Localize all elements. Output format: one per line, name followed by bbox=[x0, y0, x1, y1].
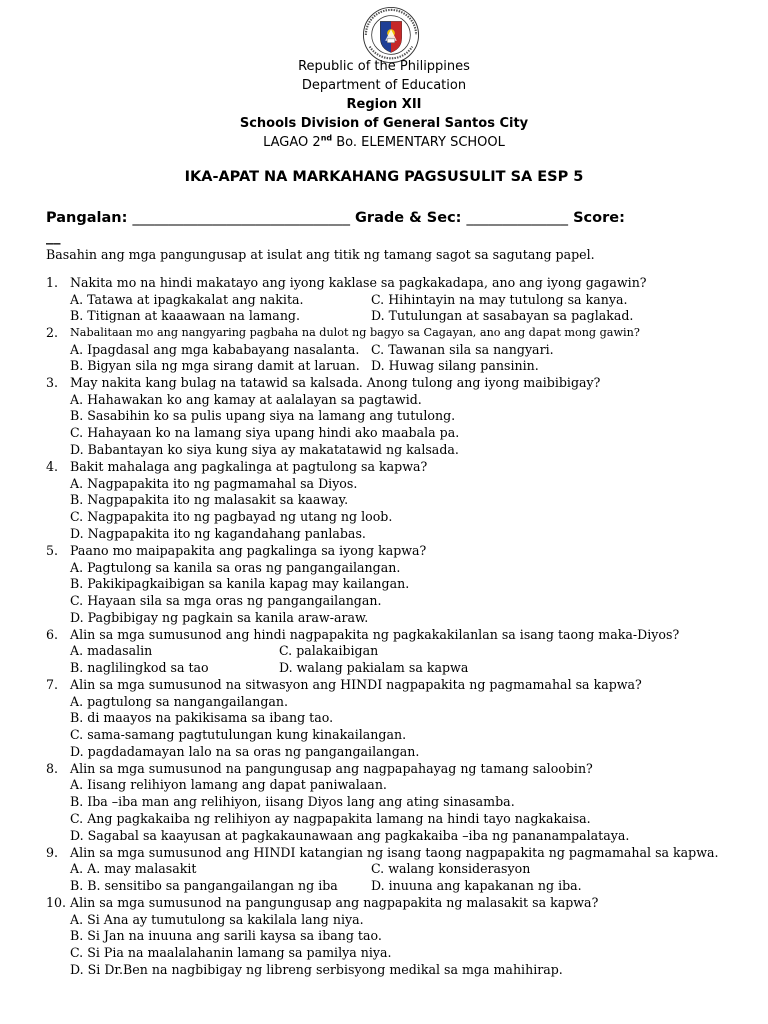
choice: A. Hahawakan ko ang kamay at aalalayan sa pagtawid. bbox=[70, 392, 422, 407]
choice: B. Si Jan na inuuna ang sarili kaysa sa ibang tao. bbox=[70, 928, 382, 943]
exam-title: IKA-APAT NA MARKAHANG PAGSUSULIT SA ESP 5 bbox=[184, 169, 584, 185]
choice: A. pagtulong sa nangangailangan. bbox=[70, 694, 289, 709]
choice: C. sama-samang pagtutulungan kung kinakailangan. bbox=[70, 727, 407, 742]
choice: C. palakaibigan bbox=[279, 643, 379, 658]
choice: C. Ang pagkakaiba ng relihiyon ay nagpapakita lamang na hindi tayo nagkakaisa. bbox=[70, 811, 591, 826]
choice: A. Pagtulong sa kanila sa oras ng pangangailangan. bbox=[70, 560, 401, 575]
instructions: Basahin ang mga pangungusap at isulat ang titik ng tamang sagot sa sagutang papel. bbox=[46, 247, 595, 262]
choice: C. Si Pia na maalalahanin lamang sa pamilya niya. bbox=[70, 945, 392, 960]
choice: D. Nagpapakita ito ng kagandahang panlabas. bbox=[70, 526, 366, 541]
choice: A. Iisang relihiyon lamang ang dapat paniwalaan. bbox=[70, 777, 387, 792]
deped-seal-logo bbox=[362, 6, 420, 64]
question-text: May nakita kang bulag na tatawid sa kalsada. Anong tulong ang iyong maibibigay? bbox=[70, 375, 601, 390]
choice: D. Pagbibigay ng pagkain sa kanila araw-araw. bbox=[70, 610, 369, 625]
choice: D. Sagabal sa kaayusan at pagkakaunawaan ang pagkakaiba –iba ng pananampalataya. bbox=[70, 828, 630, 843]
letterhead bbox=[0, 57, 768, 152]
choice: C. Hayaan sila sa mga oras ng pangangailangan. bbox=[70, 593, 382, 608]
question-number: 4. bbox=[46, 459, 59, 474]
choice: B. Iba –iba man ang relihiyon, iisang Diyos lang ang ating sinasamba. bbox=[70, 794, 515, 809]
question-number: 8. bbox=[46, 761, 59, 776]
question-text: Alin sa mga sumusunod ang hindi nagpapakita ng pagkakakilanlan sa isang taong maka-Diyos? bbox=[70, 627, 680, 642]
choice: A. Nagpapakita ito ng pagmamahal sa Diyos. bbox=[70, 476, 358, 491]
question-number: 9. bbox=[46, 845, 59, 860]
choice: C. walang konsiderasyon bbox=[371, 861, 531, 876]
student-info-line bbox=[46, 209, 716, 227]
score-label: Score: bbox=[573, 210, 625, 226]
question-text: Paano mo maipapakita ang pagkalinga sa iyong kapwa? bbox=[70, 543, 427, 558]
choice: D. Si Dr.Ben na nagbibigay ng libreng serbisyong medikal sa mga mahihirap. bbox=[70, 962, 563, 977]
grade-label: Grade & Sec: bbox=[355, 210, 462, 226]
choice: B. naglilingkod sa tao bbox=[70, 660, 209, 675]
question-number: 2. bbox=[46, 325, 59, 340]
division-line: Schools Division of General Santos City bbox=[239, 116, 529, 131]
choice: D. pagdadamayan lalo na sa oras ng pangangailangan. bbox=[70, 744, 420, 759]
choice: B. Titignan at kaaawaan na lamang. bbox=[70, 308, 300, 323]
question-number: 1. bbox=[46, 275, 59, 290]
score-blank: __ bbox=[46, 229, 61, 245]
choice: C. Hahayaan ko na lamang siya upang hindi ako maabala pa. bbox=[70, 425, 460, 440]
question-number: 10. bbox=[46, 895, 67, 910]
name-label: Pangalan: bbox=[46, 210, 128, 226]
name-blank: ______________________________ bbox=[132, 210, 350, 226]
choice: D. Huwag silang pansinin. bbox=[371, 358, 539, 373]
question-number: 6. bbox=[46, 627, 59, 642]
grade-blank: ______________ bbox=[466, 210, 569, 226]
choice: D. Babantayan ko siya kung siya ay makatatawid ng kalsada. bbox=[70, 442, 459, 457]
question-text: Alin sa mga sumusunod ang HINDI katangian ng isang taong nagpapakita ng pagmamahal sa kapwa. bbox=[70, 845, 719, 860]
school-line: LAGAO 2nd Bo. ELEMENTARY SCHOOL bbox=[263, 133, 505, 150]
choice: B. Pakikipagkaibigan sa kanila kapag may kailangan. bbox=[70, 576, 410, 591]
choice: B. Bigyan sila ng mga sirang damit at laruan. bbox=[70, 358, 360, 373]
question-text: Alin sa mga sumusunod na sitwasyon ang HINDI nagpapakita ng pagmamahal sa kapwa? bbox=[70, 677, 642, 692]
department-line: Department of Education bbox=[301, 78, 467, 93]
choice: A. madasalin bbox=[70, 643, 153, 658]
question-text: Nabalitaan mo ang nangyaring pagbaha na dulot ng bagyo sa Cagayan, ano ang dapat mong gawin? bbox=[70, 326, 640, 339]
choice: D. walang pakialam sa kapwa bbox=[279, 660, 469, 675]
choice: A. Si Ana ay tumutulong sa kakilala lang niya. bbox=[70, 912, 364, 927]
question-number: 5. bbox=[46, 543, 59, 558]
choice: C. Hihintayin na may tutulong sa kanya. bbox=[371, 292, 628, 307]
question-number: 3. bbox=[46, 375, 59, 390]
question-text: Nakita mo na hindi makatayo ang iyong kaklase sa pagkakadapa, ano ang iyong gagawin? bbox=[70, 275, 647, 290]
region-line: Region XII bbox=[346, 97, 422, 112]
question-number: 7. bbox=[46, 677, 59, 692]
choice: B. Sasabihin ko sa pulis upang siya na lamang ang tutulong. bbox=[70, 408, 456, 423]
choice: C. Nagpapakita ito ng pagbayad ng utang ng loob. bbox=[70, 509, 393, 524]
choice: D. inuuna ang kapakanan ng iba. bbox=[371, 878, 582, 893]
choice: B. B. sensitibo sa pangangailangan ng iba bbox=[70, 878, 338, 893]
question-text: Bakit mahalaga ang pagkalinga at pagtulong sa kapwa? bbox=[70, 459, 428, 474]
question-text: Alin sa mga sumusunod na pangungusap ang nagpapakita ng malasakit sa kapwa? bbox=[70, 895, 599, 910]
choice: B. Nagpapakita ito ng malasakit sa kaaway. bbox=[70, 492, 349, 507]
republic-line: Republic of the Philippines bbox=[298, 59, 470, 74]
choice: C. Tawanan sila sa nangyari. bbox=[371, 342, 554, 357]
choice: B. di maayos na pakikisama sa ibang tao. bbox=[70, 710, 334, 725]
question-text: Alin sa mga sumusunod na pangungusap ang nagpapahayag ng tamang saloobin? bbox=[70, 761, 593, 776]
choice: A. A. may malasakit bbox=[70, 861, 197, 876]
choice: A. Ipagdasal ang mga kababayang nasalanta. bbox=[70, 342, 360, 357]
choice: D. Tutulungan at sasabayan sa paglakad. bbox=[371, 308, 634, 323]
choice: A. Tatawa at ipagkakalat ang nakita. bbox=[70, 292, 304, 307]
